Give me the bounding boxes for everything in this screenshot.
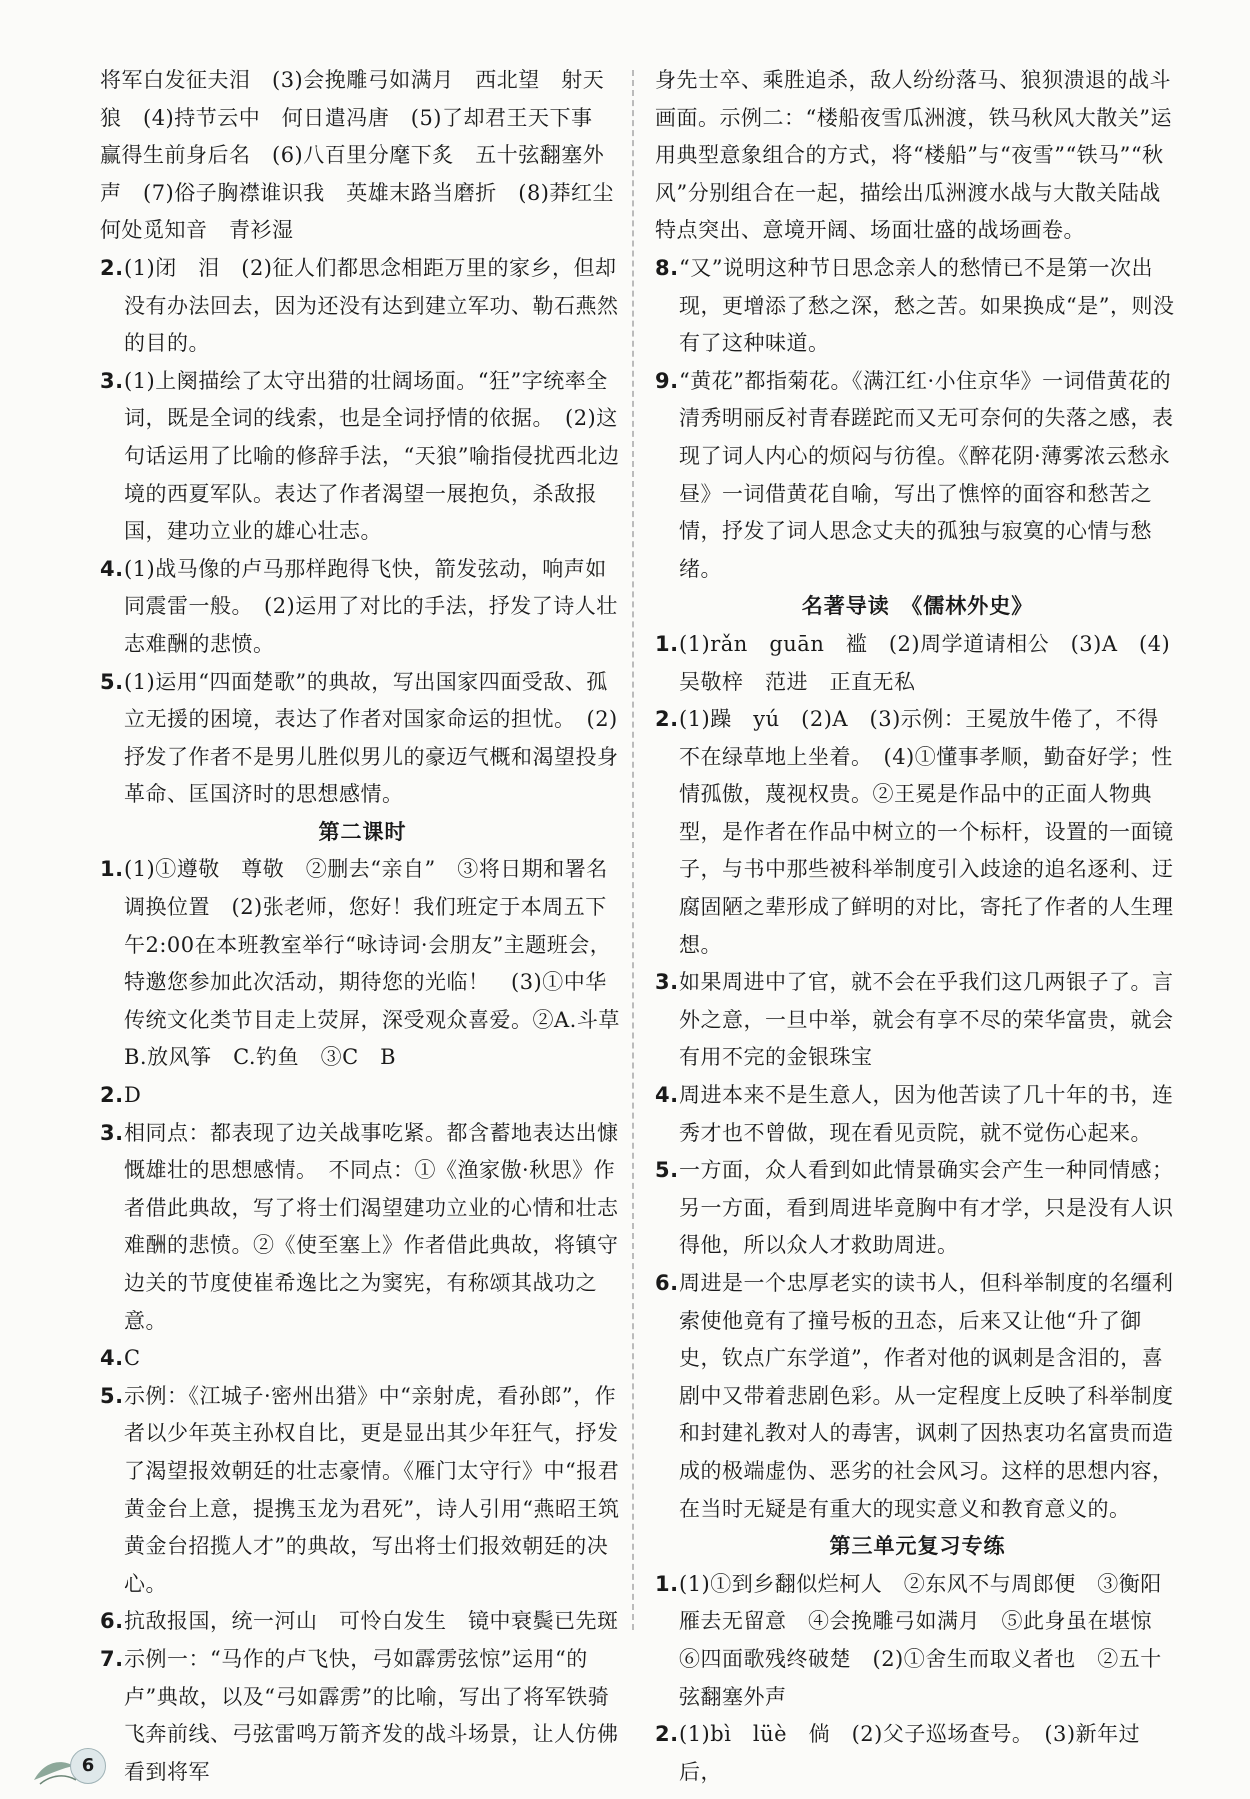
item-text: (1)①遵敬 尊敬 ②删去“亲自” ③将日期和署名调换位置 (2)张老师，您好！我们班定于本周五下午2:00在本班教室举行“咏诗词·会朋友”主题班会，特邀您参加此次活动，期待您的光临！ (3)①中华传统文化类节目走上荧屏，深受观众喜爱。②A.斗草 B.放风筝 C.钓鱼 ③C B (124, 857, 642, 1070)
item-number: 7. (100, 1646, 124, 1671)
answer-item (655, 1152, 1180, 1265)
answer-item (655, 1716, 1180, 1791)
answer-item (655, 250, 1180, 363)
item-number: 3. (100, 1120, 124, 1145)
answer-item (655, 701, 1180, 964)
section-heading-classics: 名著导读 《儒林外史》 (801, 594, 1034, 619)
answer-item (100, 363, 625, 551)
answer-item (100, 250, 625, 363)
item-text: D (124, 1083, 142, 1108)
item-text: (1)bì lüè 倘 (2)父子巡场查号。 (3)新年过后， (679, 1722, 1141, 1784)
item-text: 如果周进中了官，就不会在乎我们这几两银子了。言外之意，一旦中举，就会有享不尽的荣华富贵，就会有用不完的金银珠宝 (679, 970, 1174, 1070)
section-heading-unit3-review: 第三单元复习专练 (829, 1534, 1006, 1559)
answer-item (100, 1603, 625, 1641)
item-number: 6. (655, 1271, 679, 1295)
left-continuation: 将军白发征夫泪 (3)会挽雕弓如满月 西北望 射天狼 (4)持节云中 何日遣冯唐 (5)了却君王天下事 赢得生前身后名 (6)八百里分麾下炙 五十弦翻塞外声 (7)俗子胸襟谁识我 英雄末路当磨折 (8)莽红尘何处觅知音 青衫湿 (100, 68, 614, 243)
item-text: 周进是一个忠厚老实的读书人，但科举制度的名缰利索使他竟有了撞号板的丑态，后来又让他“升了御史，钦点广东学道”，作者对他的讽刺是含泪的，喜剧中又带着悲剧色彩。从一定程度上反映了科举制度和封建礼教对人的毒害，讽刺了因热衷功名富贵而造成的极端虚伪、恶劣的社会风习。这样的思想内容，在当时无疑是有重大的现实意义和教育意义的。 (679, 1271, 1174, 1521)
item-text: 示例：《江城子·密州出猎》中“亲射虎，看孙郎”，作者以少年英主孙权自比，更是显出其少年狂气，抒发了渴望报效朝廷的壮志豪情。《雁门太守行》中“报君黄金台上意，提携玉龙为君死”，诗人引用“燕昭王筑黄金台招揽人才”的典故，写出将士们报效朝廷的决心。 (124, 1383, 620, 1596)
answer-item (100, 1378, 625, 1604)
item-number: 9. (655, 368, 679, 393)
item-text: 周进本来不是生意人，因为他苦读了几十年的书，连秀才也不曾做，现在看见贡院，就不觉伤心起来。 (679, 1083, 1174, 1145)
answer-item (655, 626, 1180, 701)
section-heading-lesson2: 第二课时 (318, 819, 407, 844)
item-text: (1)闭 泪 (2)征人们都思念相距万里的家乡，但却没有办法回去，因为还没有达到建立军功、勒石燕然的目的。 (124, 255, 619, 356)
column-divider (632, 70, 634, 1630)
item-number: 3. (655, 970, 679, 995)
item-text: 示例一：“马作的卢飞快，弓如霹雳弦惊”运用“的卢”典故，以及“弓如霹雳”的比喻，写出了将军铁骑飞奔前线、弓弦雷鸣万箭齐发的战斗场景，让人仿佛看到将军 (124, 1646, 619, 1784)
answer-item (100, 664, 625, 814)
answer-item (100, 851, 642, 1077)
item-text: (1)①到乡翻似烂柯人 ②东风不与周郎便 ③衡阳雁去无留意 ④会挽雕弓如满月 ⑤此身虽在堪惊 ⑥四面歌残终破楚 (2)①舍生而取义者也 ②五十弦翻塞外声 (679, 1571, 1174, 1709)
item-number: 1. (100, 857, 124, 882)
item-number: 2. (100, 255, 124, 280)
right-continuation: 身先士卒、乘胜追杀，敌人纷纷落马、狼狈溃退的战斗画面。示例二：“楼船夜雪瓜洲渡，铁马秋风大散关”运用典型意象组合的方式，将“楼船”与“夜雪”“铁马”“秋风”分别组合在一起，描绘出瓜洲渡水战与大散关陆战特点突出、意境开阔、场面壮盛的战场画卷。 (655, 68, 1172, 243)
answer-item (100, 1641, 625, 1791)
item-number: 5. (655, 1158, 679, 1183)
item-number: 5. (100, 1383, 124, 1408)
item-text: C (124, 1346, 141, 1371)
page-number: 6 (70, 1748, 106, 1784)
item-number: 1. (655, 1571, 679, 1596)
item-text: (1)运用“四面楚歌”的典故，写出国家四面受敌、孤立无援的困境，表达了作者对国家命运的担忧。 (2)抒发了作者不是男儿胜似男儿的豪迈气概和渴望投身革命、匡国济时的思想感情。 (124, 669, 619, 807)
answer-item (100, 1077, 625, 1115)
item-number: 3. (100, 368, 124, 393)
item-text: 相同点：都表现了边关战事吃紧。都含蓄地表达出慷慨雄壮的思想感情。 不同点：①《渔家傲·秋思》作者借此典故，写了将士们渴望建功立业的心情和壮志难酬的悲愤。②《使至塞上》作者借此典故，将镇守边关的节度使崔希逸比之为窦宪，有称颂其战功之意。 (124, 1120, 619, 1333)
left-column (100, 62, 642, 1791)
answer-item (655, 964, 1180, 1077)
item-text: (1)上阕描绘了太守出猎的壮阔场面。“狂”字统率全词，既是全词的线索，也是全词抒情的依据。 (2)这句话运用了比喻的修辞手法，“天狼”喻指侵扰西北边境的西夏军队。表达了作者渴望一展抱负，杀敌报国，建功立业的雄心壮志。 (124, 368, 620, 544)
item-text: 抗敌报国，统一河山 可怜白发生 镜中衰鬓已先斑 (124, 1609, 619, 1634)
item-number: 8. (655, 255, 679, 280)
item-text: (1)rǎn guān 褴 (2)周学道请相公 (3)A (4)吴敬梓 范进 正直无私 (679, 631, 1171, 694)
item-text: 一方面，众人看到如此情景确实会产生一种同情感；另一方面，看到周进毕竟胸中有才学，只是没有人识得他，所以众人才救助周进。 (679, 1158, 1174, 1258)
answer-item (100, 1115, 625, 1341)
answer-item (100, 1340, 625, 1378)
item-number: 4. (100, 1346, 124, 1371)
answer-item (655, 1265, 1180, 1528)
answer-item (655, 363, 1180, 589)
answer-item (655, 1566, 1180, 1716)
right-column (655, 62, 1180, 1791)
item-text: “又”说明这种节日思念亲人的愁情已不是第一次出现，更增添了愁之深，愁之苦。如果换成“是”，则没有了这种味道。 (679, 255, 1175, 356)
item-number: 2. (100, 1083, 124, 1108)
item-number: 2. (655, 707, 679, 732)
item-number: 4. (100, 556, 124, 581)
item-number: 6. (100, 1609, 124, 1634)
item-number: 4. (655, 1083, 679, 1108)
item-text: “黄花”都指菊花。《满江红·小住京华》一词借黄花的清秀明丽反衬青春蹉跎而又无可奈何的失落之感，表现了词人内心的烦闷与彷徨。《醉花阴·薄雾浓云愁永昼》一词借黄花自喻，写出了憔悴的面容和愁苦之情，抒发了词人思念丈夫的孤独与寂寞的心情与愁绪。 (679, 368, 1174, 581)
answer-item (655, 1077, 1180, 1152)
item-text: (1)躁 yú (2)A (3)示例：王冕放牛倦了，不得不在绿草地上坐着。 (4)①懂事孝顺，勤奋好学；性情孤傲，蔑视权贵。②王冕是作品中的正面人物典型，是作者在作品中树立的一个标杆，设置的一面镜子，与书中那些被科举制度引入歧途的追名逐利、迂腐固陋之辈形成了鲜明的对比，寄托了作者的人生理想。 (679, 707, 1174, 957)
item-text: (1)战马像的卢马那样跑得飞快，箭发弦动，响声如同震雷一般。 (2)运用了对比的手法，抒发了诗人壮志难酬的悲愤。 (124, 556, 618, 656)
item-number: 5. (100, 669, 124, 694)
answer-item (100, 551, 625, 664)
item-number: 2. (655, 1722, 679, 1747)
item-number: 1. (655, 631, 679, 656)
